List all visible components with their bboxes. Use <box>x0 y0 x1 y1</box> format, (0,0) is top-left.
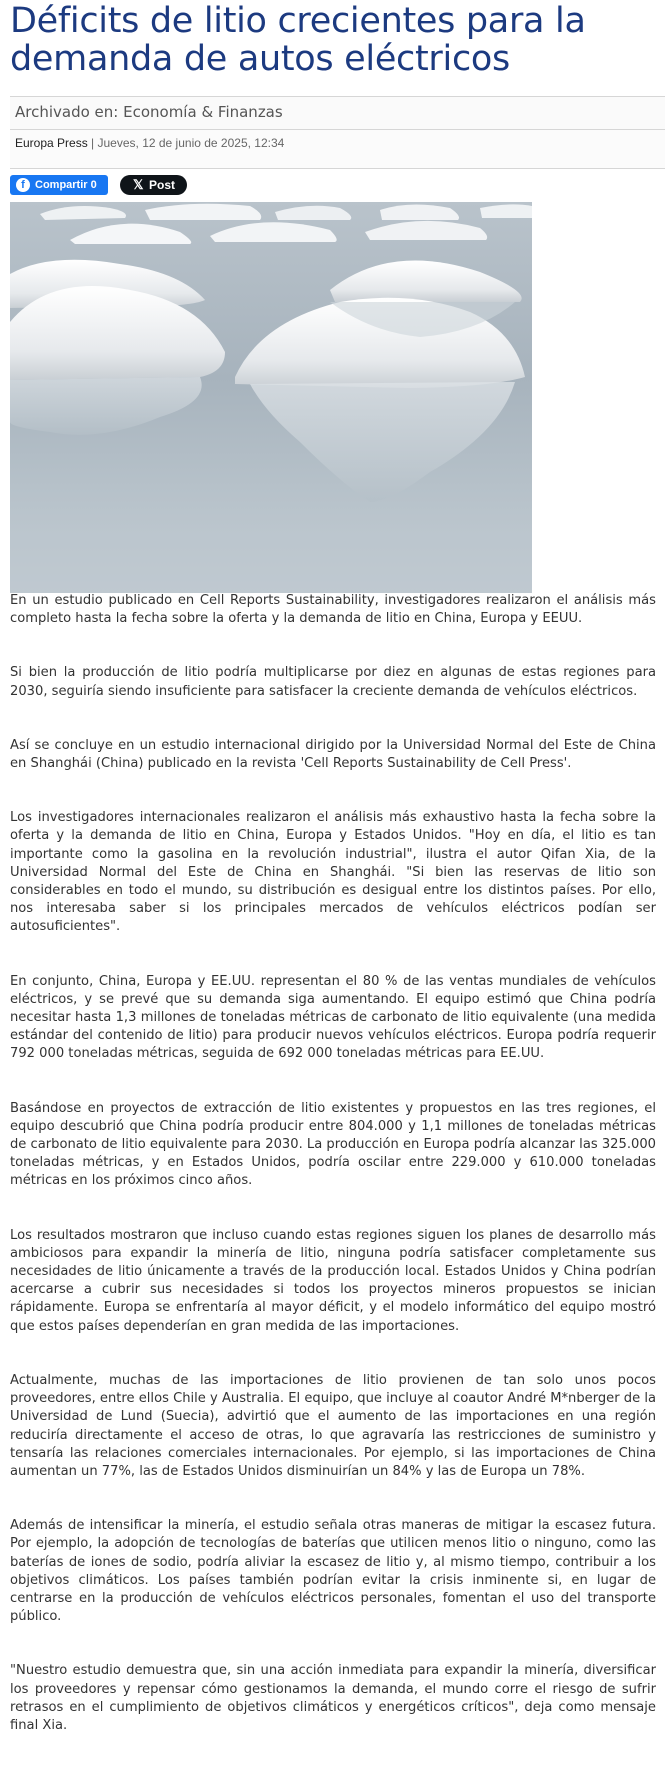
byline-source: Europa Press <box>15 136 88 150</box>
x-post-label: Post <box>149 178 176 192</box>
article-paragraph-5: En conjunto, China, Europa y EE.UU. representan el 80 % de las ventas mundiales de vehículos eléctricos, y se prevé que su demanda siga aumentando. El equipo estimó que China podría necesitar hasta 1,3 millones de toneladas métricas de carbonato de litio equivalente (una medida estándar del contenido de litio) para producir nuevos vehículos eléctricos. Europa podría requerir 792 000 toneladas métricas, seguida de 692 000 toneladas métricas para EE.UU. <box>10 973 656 1062</box>
byline-separator: | <box>87 136 98 150</box>
x-post-button[interactable] <box>120 175 187 195</box>
facebook-share-button[interactable] <box>10 175 108 195</box>
article-paragraph-2: Si bien la producción de litio podría multiplicarse por diez en algunas de estas regiones para 2030, seguiría siendo insuficiente para satisfacer la creciente demanda de vehículos eléctricos. <box>10 665 656 699</box>
article-photo <box>10 202 532 593</box>
x-logo-icon: 𝕏 <box>133 177 144 192</box>
article-paragraph-9: Además de intensificar la minería, el estudio señala otras maneras de mitigar la escasez futura. Por ejemplo, la adopción de tecnologías de baterías que utilicen menos litio o ninguno, como las baterías de iones de sodio, podría aliviar la escasez de litio y, al mismo tiempo, contribuir a los objetivos climáticos. Los países también podrían evitar la crisis inminente si, en lugar de centrarse en la producción de vehículos eléctricos personales, fomentan el uso del transporte público. <box>10 1518 656 1625</box>
salt-flat-illustration <box>10 202 532 593</box>
facebook-share-label: Compartir 0 <box>35 179 97 191</box>
byline <box>10 130 665 169</box>
archived-bar <box>10 96 665 130</box>
page-title: Déficits de litio crecientes para la demanda de autos eléctricos <box>10 1 586 79</box>
archived-label: Archivado en: Economía & Finanzas <box>15 103 283 121</box>
article-paragraph-4: Los investigadores internacionales realizaron el análisis más exhaustivo hasta la fecha sobre la oferta y la demanda de litio en China, Europa y Estados Unidos. "Hoy en día, el litio es tan importante como la gasolina en la revolución industrial", ilustra el autor Qifan Xia, de la Universidad Normal del Este de China en Shanghái. "Si bien las reservas de litio son considerables en todo el mundo, su distribución es desigual entre los distintos países. Por ello, nos interesaba saber si los principales mercados de vehículos eléctricos podían ser autosuficientes". <box>10 810 656 935</box>
byline-date: Jueves, 12 de junio de 2025, 12:34 <box>97 136 285 150</box>
article-paragraph-6: Basándose en proyectos de extracción de litio existentes y propuestos en las tres regiones, el equipo descubrió que China podría producir entre 804.000 y 1,1 millones de toneladas métricas de carbonato de litio equivalente para 2030. La producción en Europa podría alcanzar las 325.000 toneladas métricas, y en Estados Unidos, podría oscilar entre 229.000 y 610.000 toneladas métricas en los próximos cinco años. <box>10 1100 656 1189</box>
article-paragraph-7: Los resultados mostraron que incluso cuando estas regiones siguen los planes de desarrollo más ambiciosos para expandir la minería de litio, ninguna podría satisfacer completamente sus necesidades de litio únicamente a través de la producción local. Estados Unidos y China podrían acercarse a cubrir sus necesidades si todos los proyectos mineros propuestos se inician rápidamente. Europa se enfrentaría al mayor déficit, y el modelo informático del equipo mostró que estos países dependerían en gran medida de las importaciones. <box>10 1227 656 1334</box>
article-body <box>10 592 656 1771</box>
article-paragraph-3: Así se concluye en un estudio internacional dirigido por la Universidad Normal del Este de China en Shanghái (China) publicado en la revista 'Cell Reports Sustainability de Cell Press'. <box>10 737 656 772</box>
article-paragraph-1: En un estudio publicado en Cell Reports Sustainability, investigadores realizaron el análisis más completo hasta la fecha sobre la oferta y la demanda de litio en China, Europa y EEUU. <box>10 593 656 627</box>
article-paragraph-8: Actualmente, muchas de las importaciones de litio provienen de tan solo unos pocos proveedores, entre ellos Chile y Australia. El equipo, que incluye al coautor André M*nberger de la Universidad de Lund (Suecia), advirtió que el aumento de las importaciones en una región reduciría directamente el acceso de otras, lo que agravaría las restricciones de suministro y tensaría las relaciones comerciales internacionales. Por ejemplo, si las importaciones de China aumentan un 77%, las de Estados Unidos disminuirían un 84% y las de Europa un 78%. <box>10 1372 656 1479</box>
facebook-icon: f <box>16 178 30 192</box>
article-paragraph-10: "Nuestro estudio demuestra que, sin una acción inmediata para expandir la minería, diversificar los proveedores y repensar cómo gestionamos la demanda, el mundo corre el riesgo de sufrir retrasos en el cumplimiento de objetivos climáticos y energéticos críticos", deja como mensaje final Xia. <box>10 1663 656 1733</box>
